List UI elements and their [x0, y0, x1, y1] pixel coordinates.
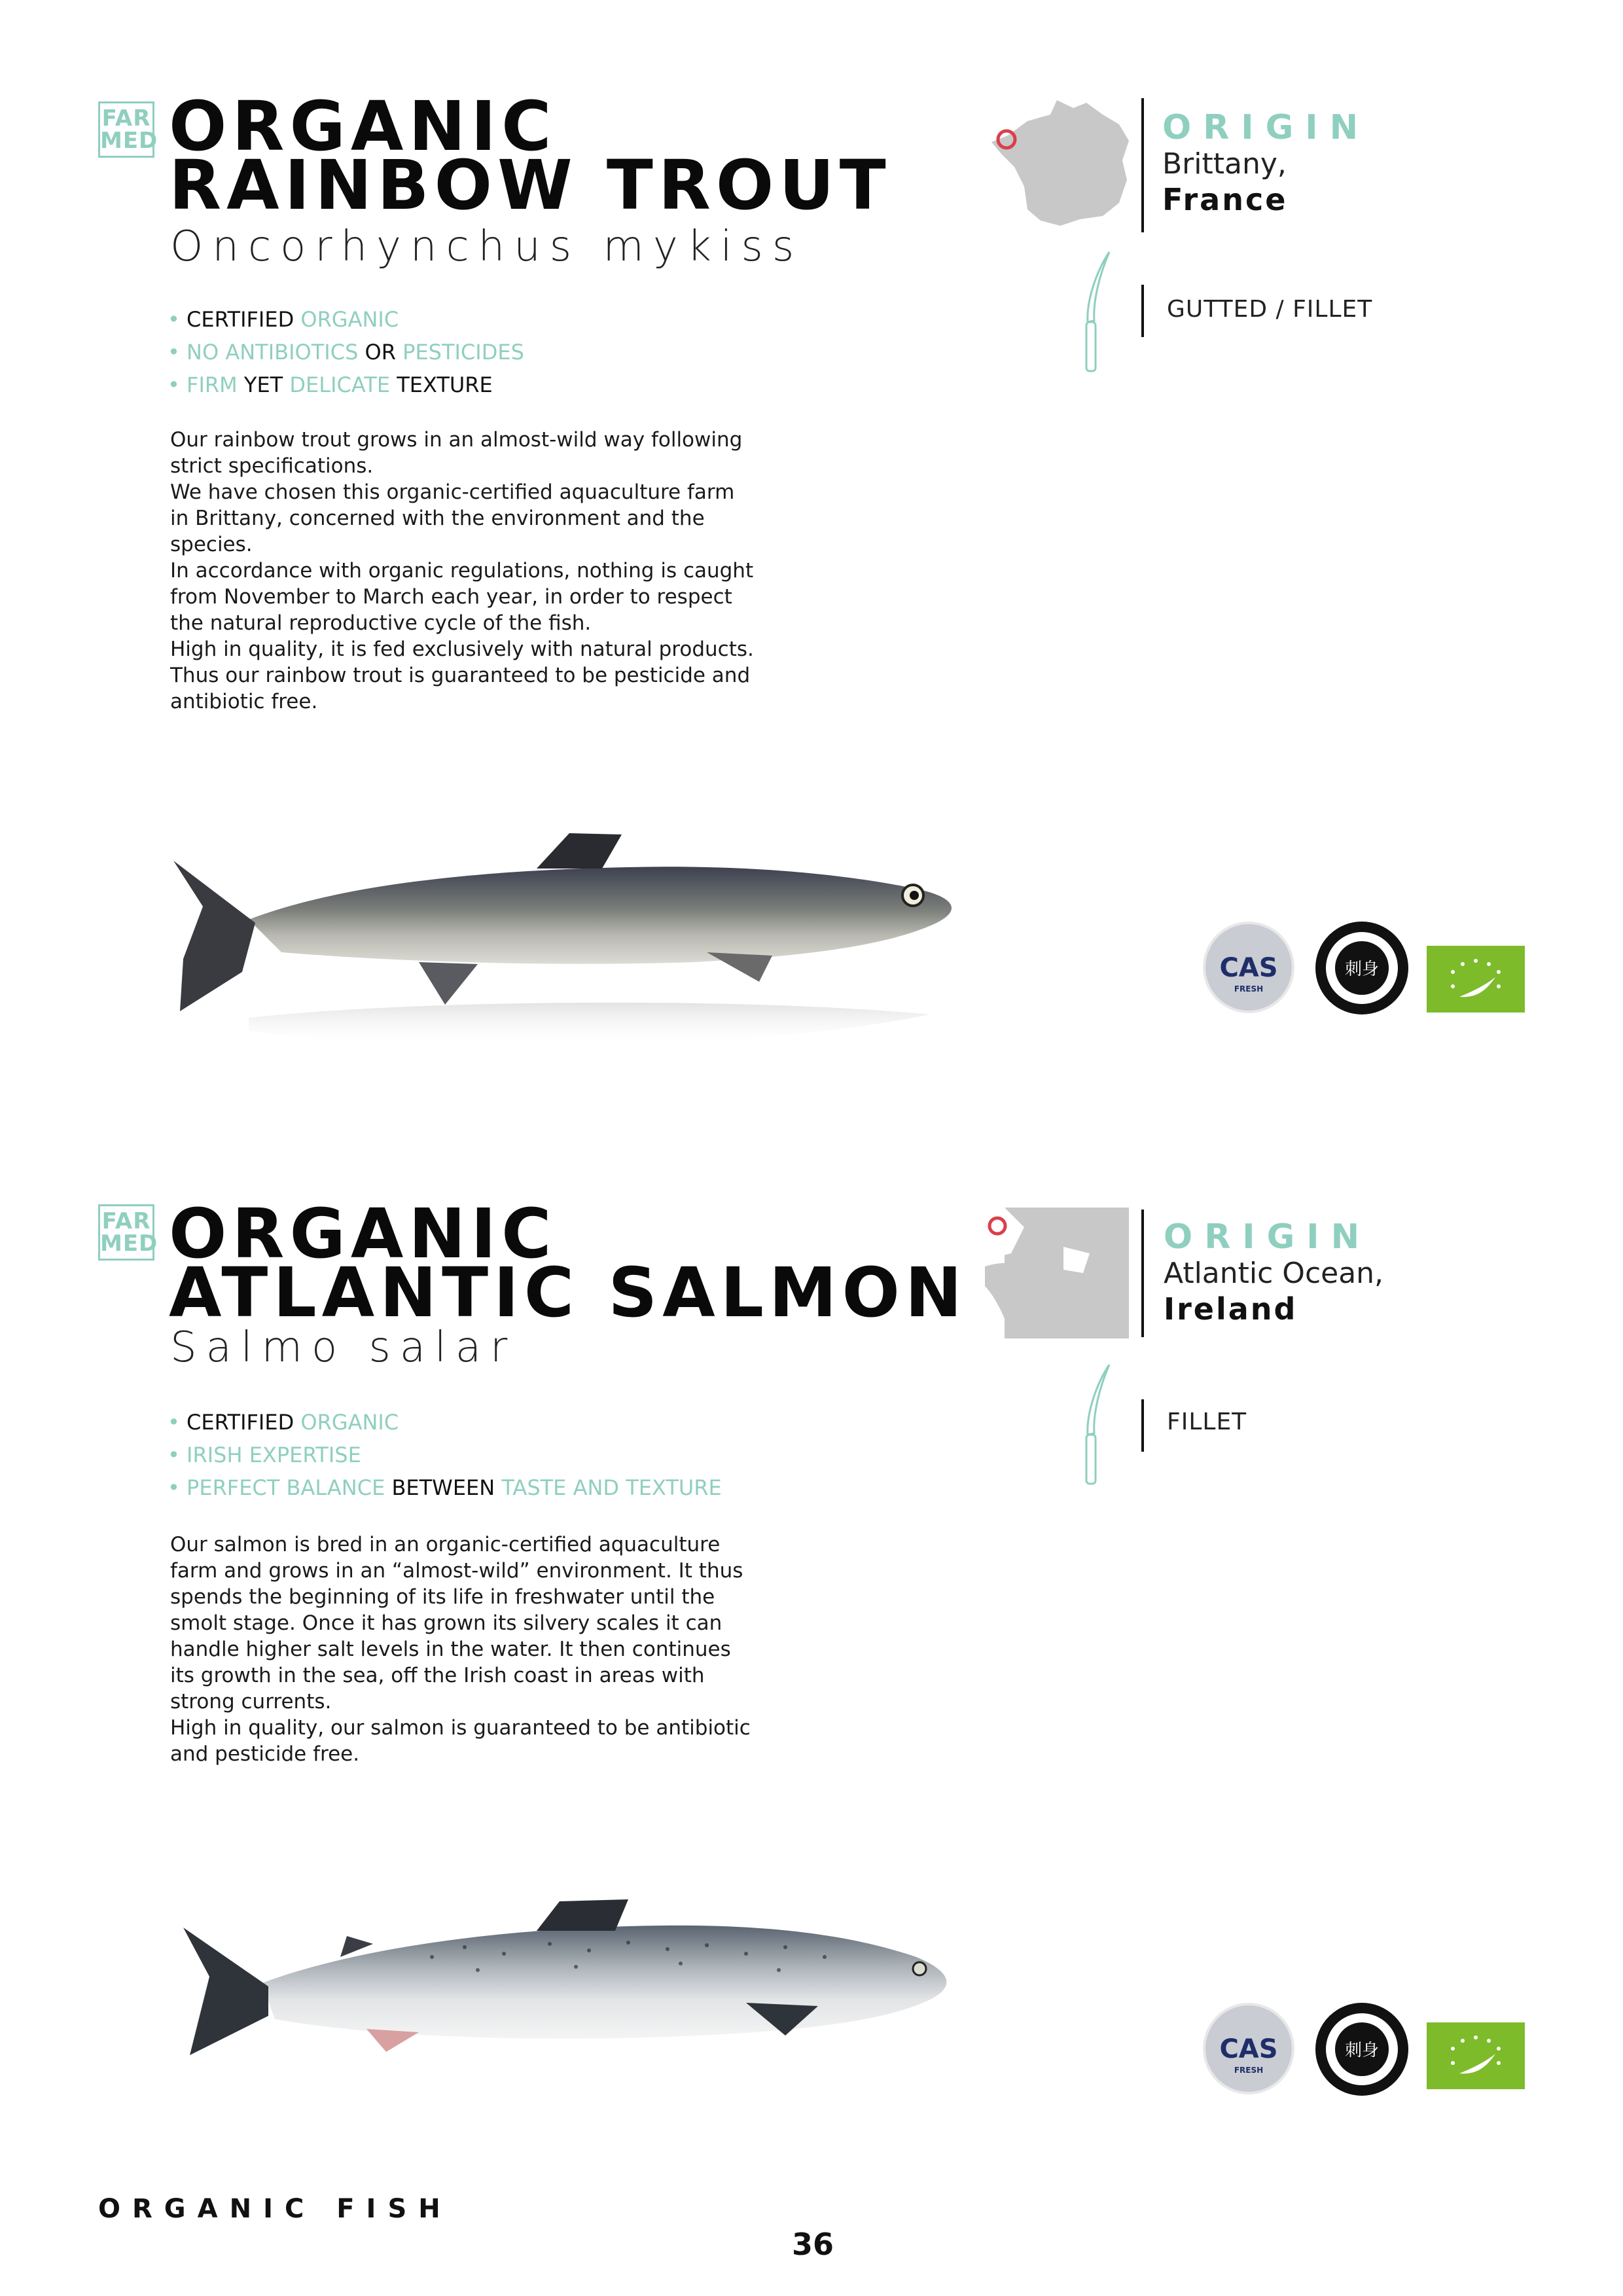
- sashimi-kanji: 刺身: [1344, 2041, 1379, 2060]
- product-description: [170, 1532, 759, 1767]
- bullet-dot: •: [168, 372, 187, 397]
- bullet-text: YET: [243, 372, 290, 397]
- cas-badge: [1203, 922, 1294, 1013]
- product-description: [170, 427, 759, 715]
- bullet-dot: •: [168, 1475, 187, 1500]
- bullet-dot: •: [168, 1410, 187, 1435]
- description-paragraph: We have chosen this organic-certified aquaculture farm in Brittany, concerned with the environment and the species.: [170, 480, 735, 556]
- description-paragraph: Our salmon is bred in an organic-certified aquaculture farm and grows in an “almost-wild” environment. It thus spends the beginning of its life in freshwater until the smolt stage. Once it has grown its silvery scales it can handle higher salt levels in the water. It then continues its growth in the sea, off the Irish coast in areas with strong currents.: [170, 1533, 743, 1713]
- eu-organic-leaf-icon: [1427, 2022, 1525, 2089]
- bullet-text: ORGANIC: [300, 1410, 399, 1435]
- logo-line-2: MED: [100, 1230, 158, 1257]
- origin-label: ORIGIN: [1164, 1217, 1372, 1257]
- product-title-line-1: ORGANIC: [169, 86, 557, 166]
- feature-bullet: [168, 368, 524, 401]
- world-map: [985, 1208, 1129, 1338]
- knife-icon: [1073, 1361, 1119, 1489]
- origin-region: Brittany,: [1162, 147, 1287, 181]
- sashimi-grade-badge: [1315, 2003, 1408, 2096]
- latin-name: Salmo salar: [170, 1323, 517, 1372]
- feature-bullet: [168, 336, 524, 368]
- origin-label: ORIGIN: [1162, 108, 1370, 147]
- logo-line-1: FAR: [101, 1208, 151, 1234]
- bullet-text: ORGANIC: [300, 307, 399, 332]
- origin-country: France: [1162, 182, 1288, 217]
- bullet-text: CERTIFIED: [187, 1410, 301, 1435]
- description-paragraph: In accordance with organic regulations, nothing is caught from November to March each year, in order to respect the natural reproductive cycle of the fish.: [170, 559, 754, 635]
- farmed-logo: [98, 101, 158, 158]
- bullet-text: OR: [365, 340, 403, 365]
- bullet-text: NO ANTIBIOTICS: [187, 340, 365, 365]
- bullet-text: CERTIFIED: [187, 307, 301, 332]
- france-map: [988, 95, 1139, 236]
- product-title-line-1: ORGANIC: [169, 1194, 557, 1274]
- product-title-line-2: RAINBOW TROUT: [169, 145, 891, 225]
- atlantic-salmon-image: [170, 1885, 969, 2134]
- feature-bullets: [168, 303, 524, 401]
- bullet-dot: •: [168, 340, 187, 365]
- logo-line-1: FAR: [101, 105, 151, 132]
- feature-bullet: [168, 1406, 722, 1439]
- logo-line-2: MED: [100, 128, 158, 154]
- prep-divider: [1141, 1399, 1144, 1452]
- bullet-text: DELICATE: [289, 372, 397, 397]
- page-number: 36: [792, 2227, 834, 2262]
- preparation: GUTTED / FILLET: [1167, 296, 1373, 323]
- rainbow-trout-image: [170, 815, 969, 1096]
- feature-bullets: [168, 1406, 722, 1504]
- cas-fresh: FRESH: [1234, 2066, 1264, 2075]
- preparation: FILLET: [1167, 1408, 1247, 1435]
- bullet-text: TASTE AND TEXTURE: [501, 1475, 722, 1500]
- bullet-dot: •: [168, 1443, 187, 1467]
- cas-badge: [1203, 2003, 1294, 2094]
- prep-divider: [1141, 285, 1144, 337]
- eu-organic-leaf-icon: [1427, 946, 1525, 1013]
- bullet-text: IRISH EXPERTISE: [187, 1443, 361, 1467]
- sashimi-grade-badge: [1315, 922, 1408, 1014]
- origin-divider: [1141, 98, 1144, 232]
- description-paragraph: Our rainbow trout grows in an almost-wild way following strict specifications.: [170, 428, 743, 478]
- bullet-text: PESTICIDES: [402, 340, 524, 365]
- sashimi-kanji: 刺身: [1344, 960, 1379, 979]
- origin-region: Atlantic Ocean,: [1164, 1257, 1384, 1290]
- feature-bullet: [168, 303, 524, 336]
- bullet-text: BETWEEN: [391, 1475, 502, 1500]
- cas-label: CAS: [1219, 953, 1278, 983]
- bullet-text: FIRM: [187, 372, 244, 397]
- latin-name: Oncorhynchus mykiss: [170, 223, 804, 271]
- knife-icon: [1073, 249, 1119, 376]
- description-paragraph: High in quality, it is fed exclusively with natural products. Thus our rainbow trout is guaranteed to be pesticide and antibiotic free.: [170, 637, 754, 713]
- origin-divider: [1141, 1210, 1144, 1337]
- cas-fresh: FRESH: [1234, 984, 1264, 994]
- product-title-line-2: ATLANTIC SALMON: [169, 1253, 967, 1333]
- feature-bullet: [168, 1439, 722, 1471]
- description-paragraph: High in quality, our salmon is guaranteed to be antibiotic and pesticide free.: [170, 1716, 751, 1766]
- farmed-logo: [98, 1204, 158, 1261]
- feature-bullet: [168, 1471, 722, 1504]
- origin-country: Ireland: [1164, 1291, 1298, 1327]
- section-footer: ORGANIC FISH: [98, 2194, 452, 2224]
- bullet-dot: •: [168, 307, 187, 332]
- bullet-text: TEXTURE: [397, 372, 493, 397]
- bullet-text: PERFECT BALANCE: [187, 1475, 392, 1500]
- cas-label: CAS: [1219, 2034, 1278, 2064]
